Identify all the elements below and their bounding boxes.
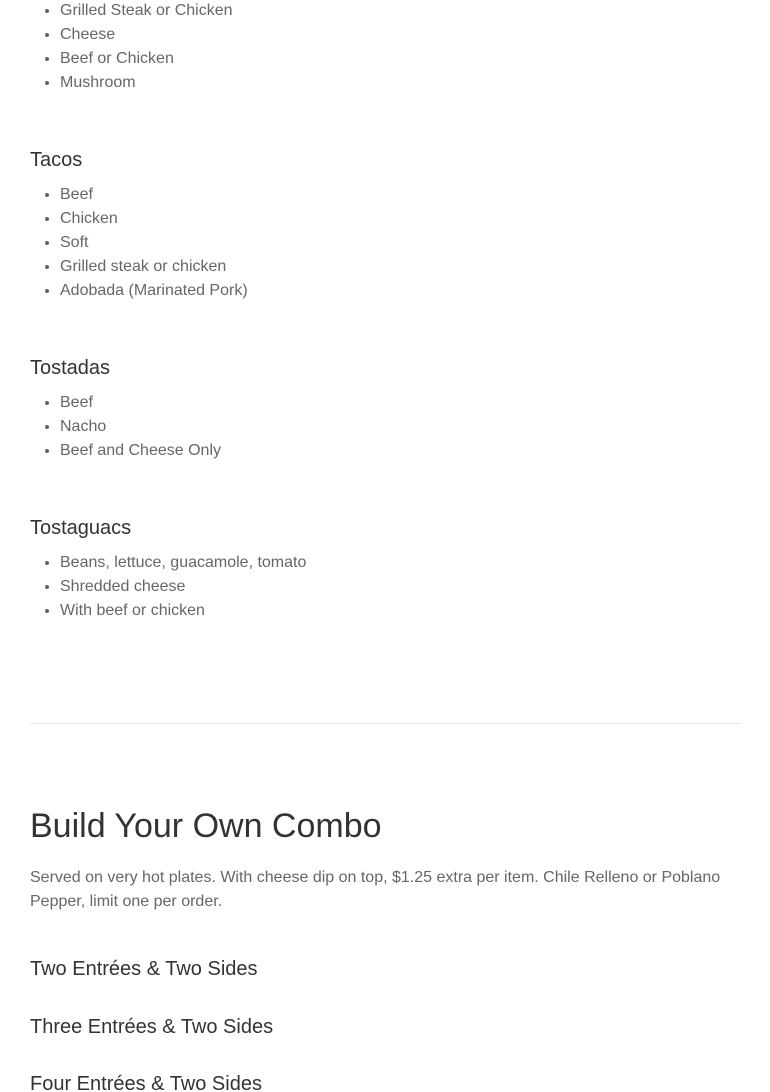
list-item: • With beef or chicken <box>60 599 306 623</box>
list-item: • Cheese <box>60 23 233 47</box>
section-title-tacos: Tacos <box>30 149 83 171</box>
list-item: • Adobada (Marinated Pork) <box>60 279 248 303</box>
list-item: • Beans, lettuce, guacamole, tomato <box>60 551 306 575</box>
list-item: • Chicken <box>60 207 248 231</box>
combo-option-four-entrees: Four Entrées & Two Sides <box>30 1073 262 1092</box>
combo-description: Served on very hot plates. With cheese dip on top, $1.25 extra per item. Chile Relleno or Poblano Pepper, limit one per order. <box>30 869 721 910</box>
combo-option-three-entrees: Three Entrées & Two Sides <box>30 1016 274 1038</box>
first-item-list <box>0 0 233 95</box>
list-item: • Beef <box>60 391 221 415</box>
list-item: • Nacho <box>60 415 221 439</box>
tacos-item-list <box>0 183 248 303</box>
list-item: • Shredded cheese <box>60 575 306 599</box>
list-item: • Beef <box>60 183 248 207</box>
list-item: • Soft <box>60 231 248 255</box>
section-title-tostadas: Tostadas <box>30 357 111 379</box>
list-item: • Grilled steak or chicken <box>60 255 248 279</box>
tostadas-item-list <box>0 391 221 463</box>
list-item: • Mushroom <box>60 71 233 95</box>
list-item: • Beef or Chicken <box>60 47 233 71</box>
section-divider <box>30 723 740 724</box>
tostaguacs-item-list <box>0 551 306 623</box>
list-item: • Grilled Steak or Chicken <box>60 0 233 23</box>
combo-title: Build Your Own Combo <box>30 807 382 845</box>
list-item: • Beef and Cheese Only <box>60 439 221 463</box>
section-title-tostaguacs: Tostaguacs <box>30 517 132 539</box>
combo-option-two-entrees: Two Entrées & Two Sides <box>30 958 258 980</box>
